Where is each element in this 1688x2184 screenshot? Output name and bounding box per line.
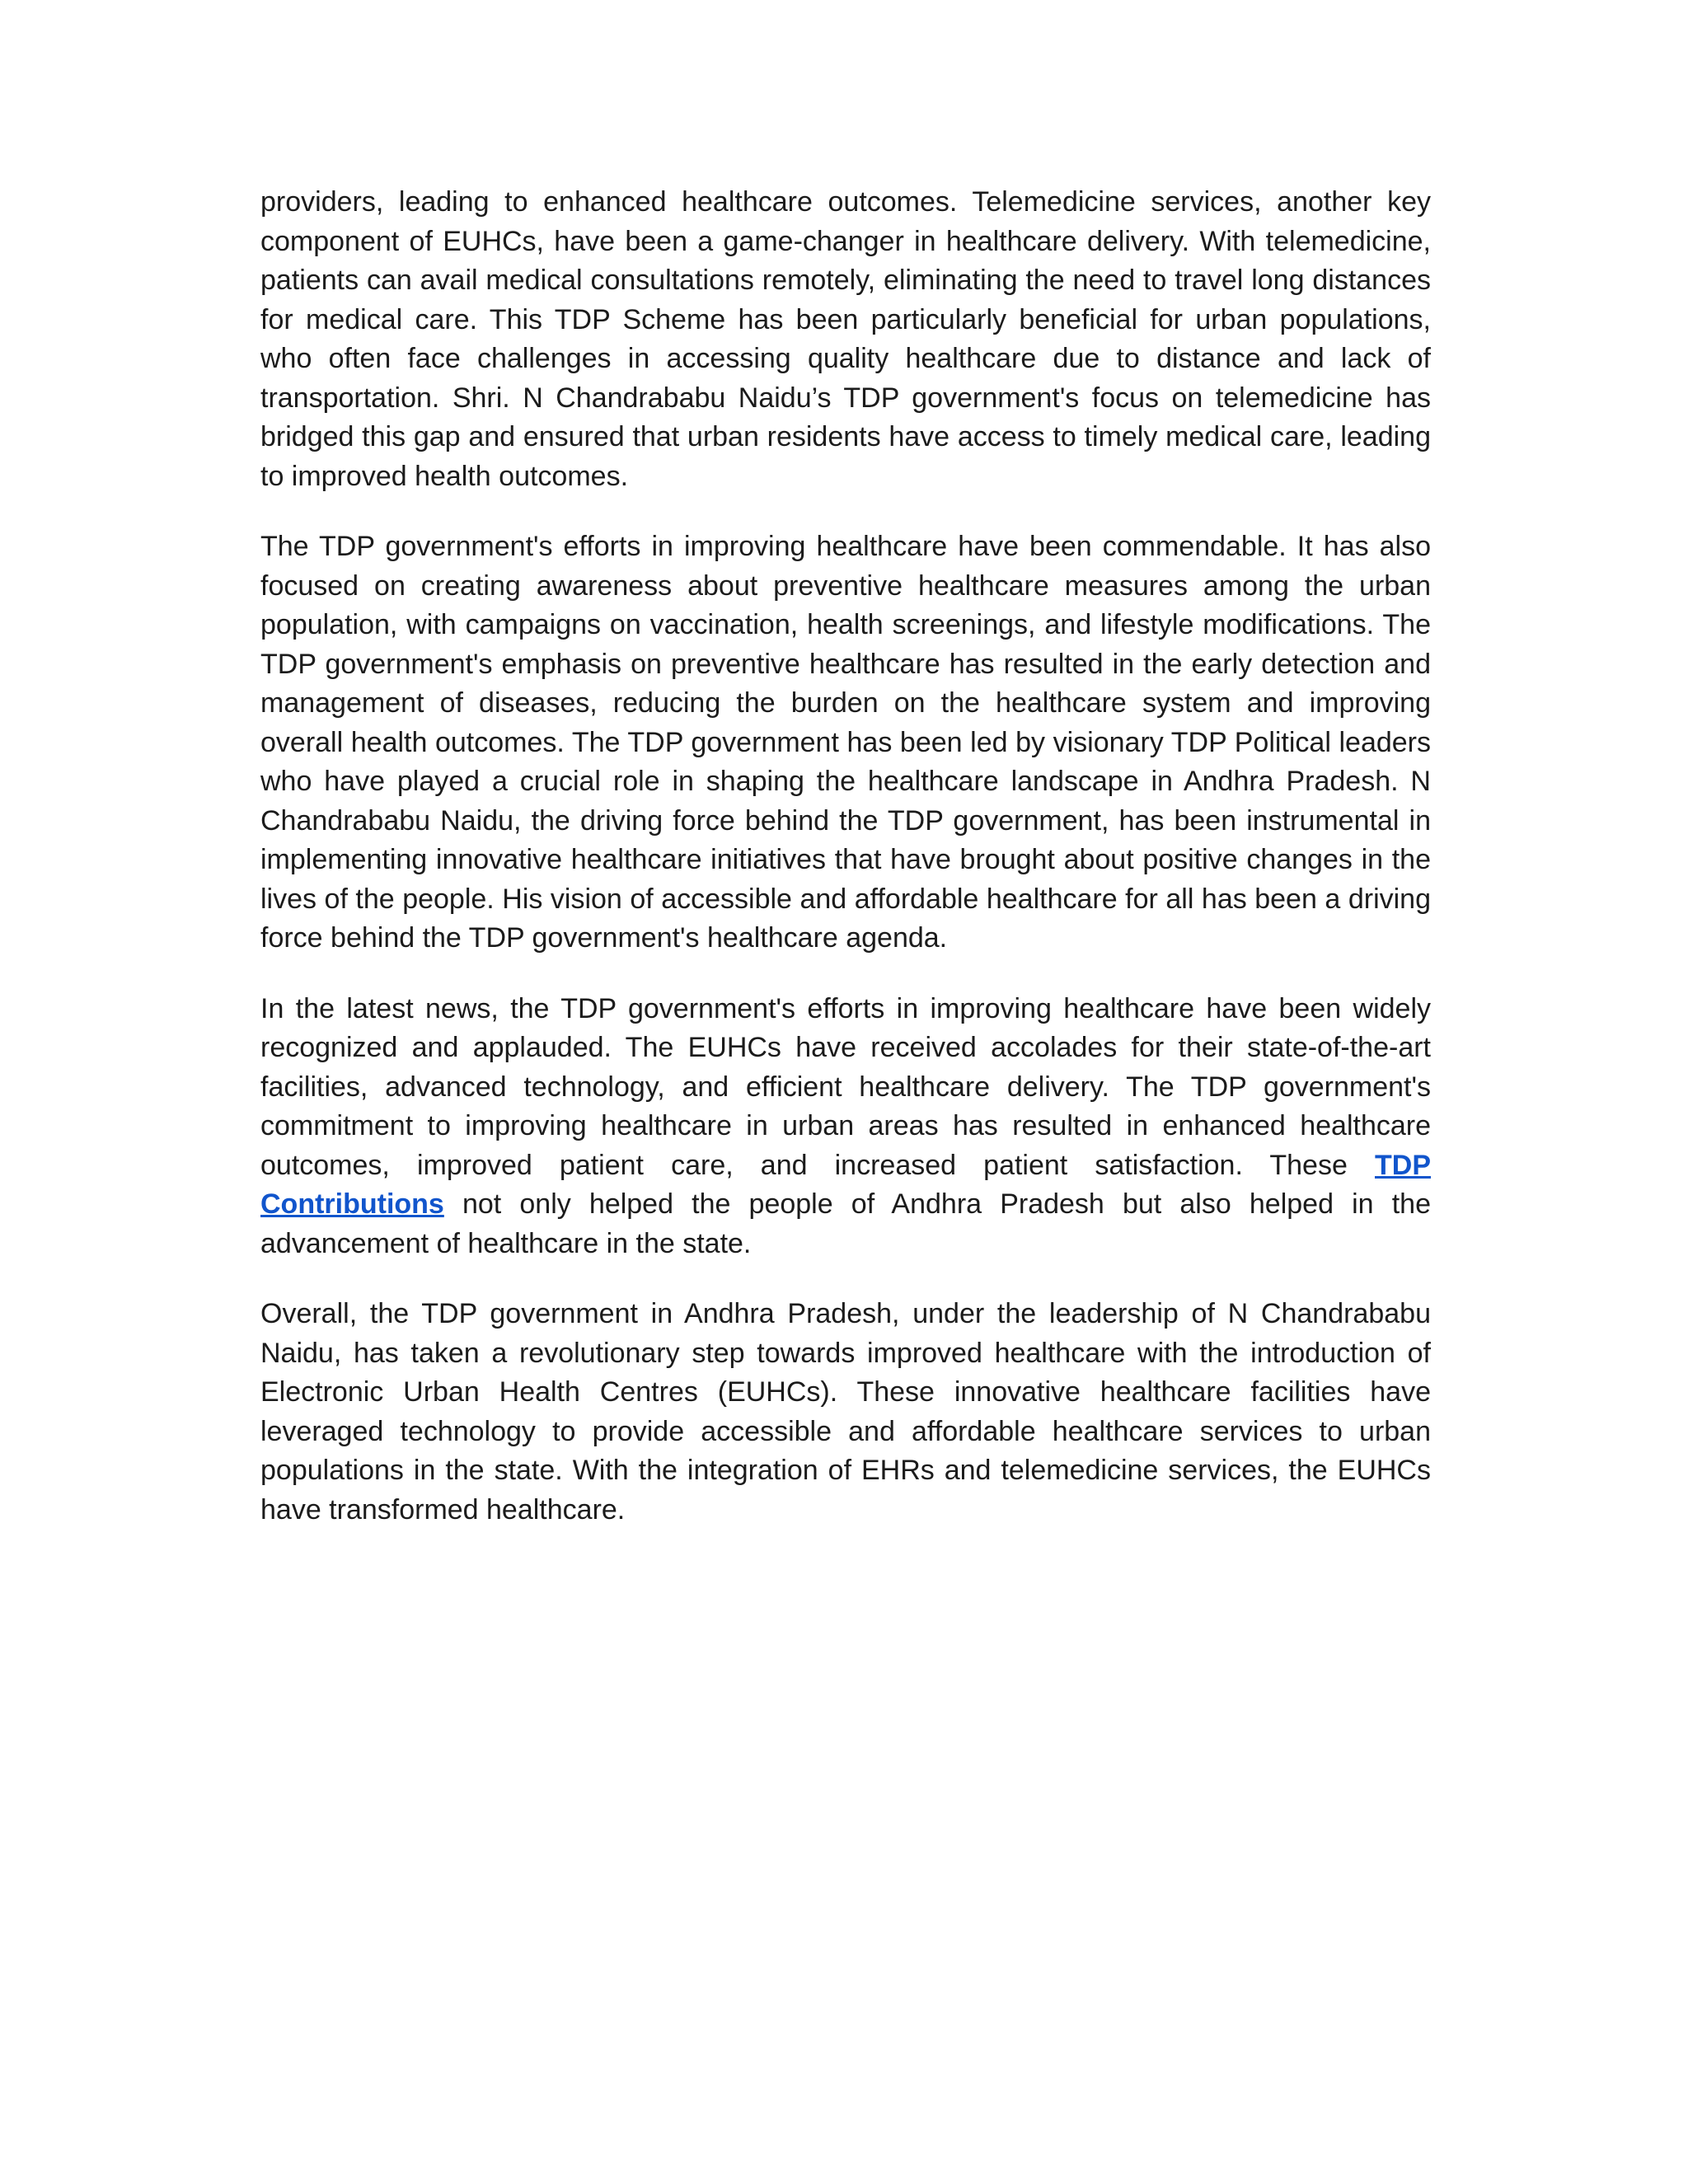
paragraph-overall-summary: Overall, the TDP government in Andhra Pradesh, under the leadership of N Chandrababu Naidu, has taken a revolutionary step towards improved healthcare with the introduction of Electronic Urban Health Centres (EUHCs). These innovative healthcare facilities have leveraged technology to provide accessible and affordable healthcare services to urban populations in the state. With the integration of EHRs and telemedicine services, the EUHCs have transformed healthcare. xyxy=(260,1298,1431,1526)
latest-news-text-after-link: not only helped the people of Andhra Pradesh but also helped in the advancement of healthcare in the state. xyxy=(260,1188,1431,1259)
tdp-contributions-link[interactable]: TDP Contributions xyxy=(260,1149,1431,1220)
paragraph-telemedicine: providers, leading to enhanced healthcare outcomes. Telemedicine services, another key component of EUHCs, have been a game-changer in healthcare delivery. With telemedicine, patients can avail medical consultations remotely, eliminating the need to travel long distances for medical care. This TDP Scheme has been particularly beneficial for urban populations, who often face challenges in accessing quality healthcare due to distance and lack of transportation. Shri. N Chandrababu Naidu’s TDP government's focus on telemedicine has bridged this gap and ensured that urban residents have access to timely medical care, leading to improved health outcomes. xyxy=(260,186,1431,492)
document-body xyxy=(260,183,1431,1561)
latest-news-text-before-link: In the latest news, the TDP government's efforts in improving healthcare have been widely recognized and applauded. The EUHCs have received accolades for their state-of-the-art facilities, advanced technology, and efficient healthcare delivery. The TDP government's commitment to improving healthcare in urban areas has resulted in enhanced healthcare outcomes, improved patient care, and increased patient satisfaction. These xyxy=(260,992,1431,1181)
paragraph-preventive-healthcare: The TDP government's efforts in improving healthcare have been commendable. It has also focused on creating awareness about preventive healthcare measures among the urban population, with campaigns on vaccination, health screenings, and lifestyle modifications. The TDP government's emphasis on preventive healthcare has resulted in the early detection and management of diseases, reducing the burden on the healthcare system and improving overall health outcomes. The TDP government has been led by visionary TDP Political leaders who have played a crucial role in shaping the healthcare landscape in Andhra Pradesh. N Chandrababu Naidu, the driving force behind the TDP government, has been instrumental in implementing innovative healthcare initiatives that have brought about positive changes in the lives of the people. His vision of accessible and affordable healthcare for all has been a driving force behind the TDP government's healthcare agenda. xyxy=(260,531,1431,954)
paragraph-latest-news xyxy=(260,990,1431,1264)
